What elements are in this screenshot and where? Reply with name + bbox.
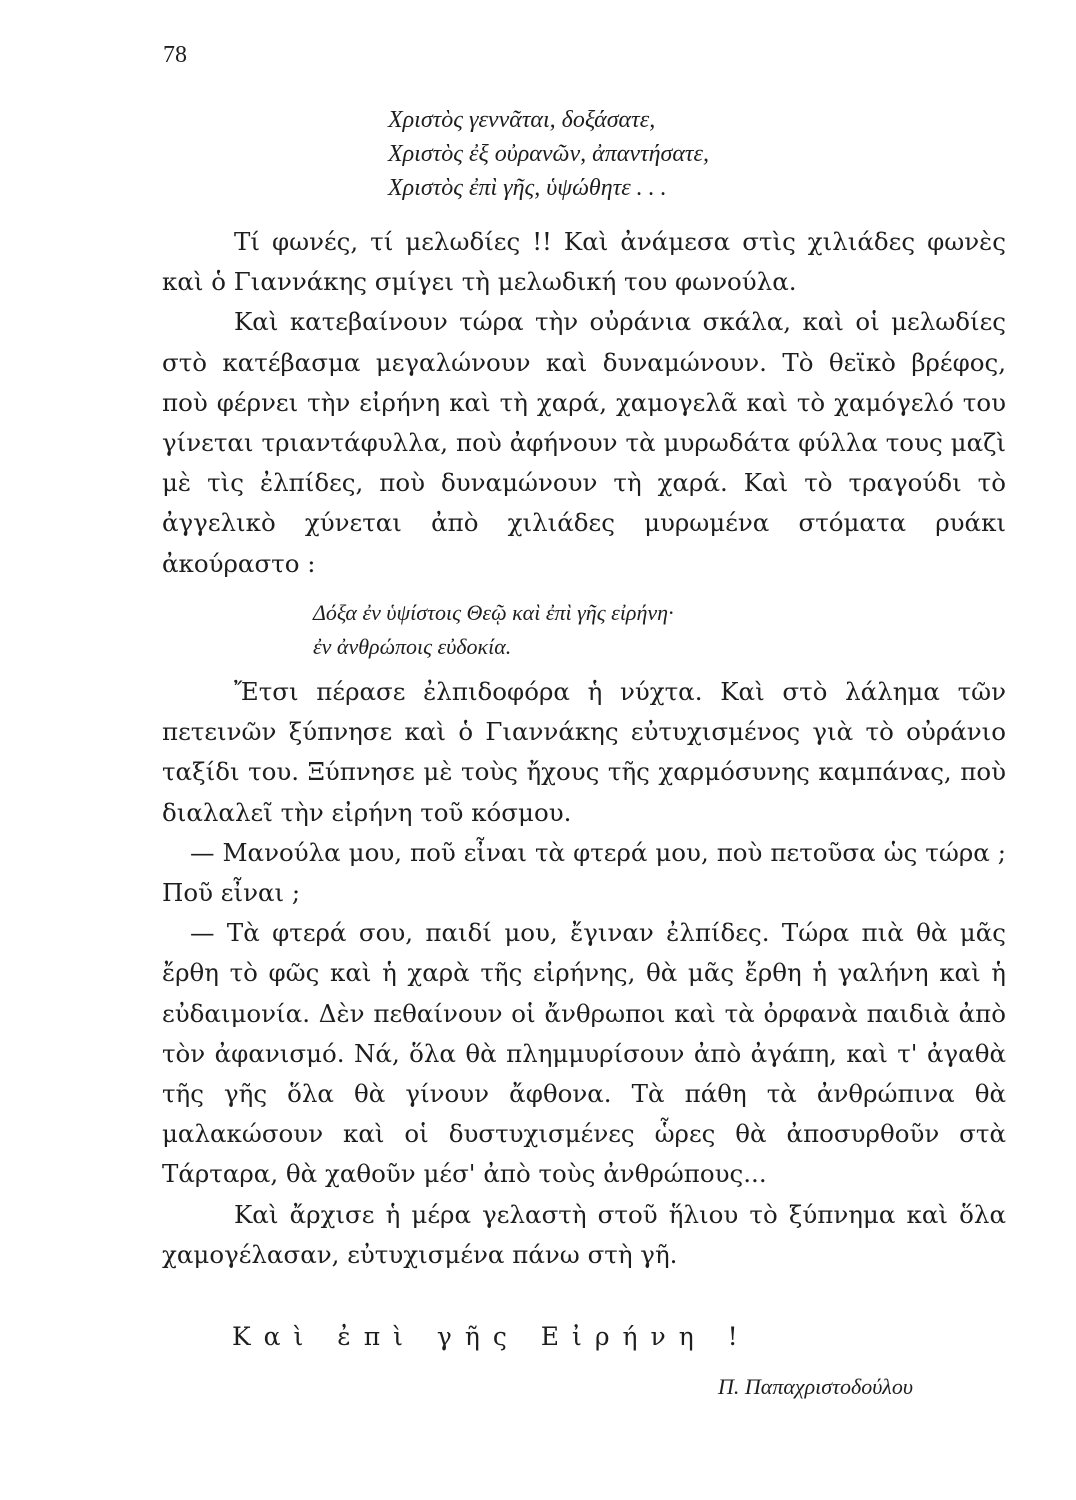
dialogue-paragraph: — Τὰ φτερά σου, παιδί μου, ἔγιναν ἐλπίδες. Τώρα πιὰ θὰ μᾶς ἔρθη τὸ φῶς καὶ ἡ χαρὰ τῆς εἰρήνης, θὰ μᾶς ἔρθη ἡ γαλήνη καὶ ἡ εὐδαιμονία. Δὲν πεθαίνουν οἱ ἄνθρωποι καὶ τὰ ὀρφανὰ παιδιὰ ἀπὸ τὸν ἀφανισμό. Νά, ὅλα θὰ πλημμυρίσουν ἀπὸ ἀγάπη, καὶ τ' ἀγαθὰ τῆς γῆς ὅλα θὰ γίνουν ἄφθονα. Τὰ πάθη τὰ ἀνθρώπινα θὰ μαλακώσουν καὶ οἱ δυστυχισμένες ὧρες θὰ ἀποσυρθοῦν στὰ Τάρταρα, θὰ χαθοῦν μέσ' ἀπὸ τοὺς ἀνθρώπους... [162, 918, 1006, 1189]
paragraph: Τί φωνές, τί μελωδίες !! Καὶ ἀνάμεσα στὶς χιλιάδες φωνὲς καὶ ὁ Γιαννάκης σμίγει τὴ μελωδική του φωνούλα. [162, 227, 1006, 297]
paragraph: Καὶ ἄρχισε ἡ μέρα γελαστὴ στοῦ ἥλιου τὸ ξύπνημα καὶ ὅλα χαμογέλασαν, εὐτυχισμένα πάνω στὴ γῆ. [162, 1199, 1006, 1269]
paragraph: Καὶ κατεβαίνουν τώρα τὴν οὐράνια σκάλα, καὶ οἱ μελωδίες στὸ κατέβασμα μεγαλώνουν καὶ δυναμώνουν. Τὸ θεϊκὸ βρέφος, ποὺ φέρνει τὴν εἰρήνη καὶ τὴ χαρά, χαμογελᾶ καὶ τὸ χαμόγελό του γίνεται τριαντάφυλλα, ποὺ ἀφήνουν τὰ μυρωδάτα φύλλα τους μαζὶ μὲ τὶς ἐλπίδες, ποὺ δυναμώνουν τὴ χαρά. Καὶ τὸ τραγούδι τὸ ἀγγελικὸ χύνεται ἀπὸ χιλιάδες μυρωμένα στόματα ρυάκι ἀκούραστο : [162, 307, 1006, 578]
page-number: 78 [163, 42, 187, 68]
quote-line: ἐν ἀνθρώποις εὐδοκία. [313, 634, 512, 659]
verse-line: Χριστὸς ἐξ οὐρανῶν, ἀπαντήσατε, [388, 141, 709, 167]
closing-line: Καὶ ἐπὶ γῆς Εἰρήνη ! [232, 1322, 751, 1351]
dialogue-paragraph: — Μανούλα μου, ποῦ εἶναι τὰ φτερά μου, ποὺ πετοῦσα ὡς τώρα ; Ποῦ εἶναι ; [162, 837, 1006, 908]
verse-line: Χριστὸς γεννᾶται, δοξάσατε, [388, 107, 656, 133]
hymn-verse [388, 103, 709, 205]
quote-line: Δόξα ἐν ὑψίστοις Θεῷ καὶ ἐπὶ γῆς εἰρήνη· [313, 600, 674, 625]
author-signature: Π. Παπαχριστοδούλου [718, 1374, 913, 1399]
body-text-lower [162, 672, 1006, 1275]
doxology-quote [313, 596, 674, 664]
body-text-upper [162, 222, 1006, 584]
paragraph: Ἔτσι πέρασε ἐλπιδοφόρα ἡ νύχτα. Καὶ στὸ λάλημα τῶν πετεινῶν ξύπνησε καὶ ὁ Γιαννάκης εὐτυχισμένος γιὰ τὸ οὐράνιο ταξίδι του. Ξύπνησε μὲ τοὺς ἤχους τῆς χαρμόσυνης καμπάνας, ποὺ διαλαλεῖ τὴν εἰρήνη τοῦ κόσμου. [162, 677, 1006, 827]
verse-line: Χριστὸς ἐπὶ γῆς, ὑψώθητε . . . [388, 175, 667, 201]
